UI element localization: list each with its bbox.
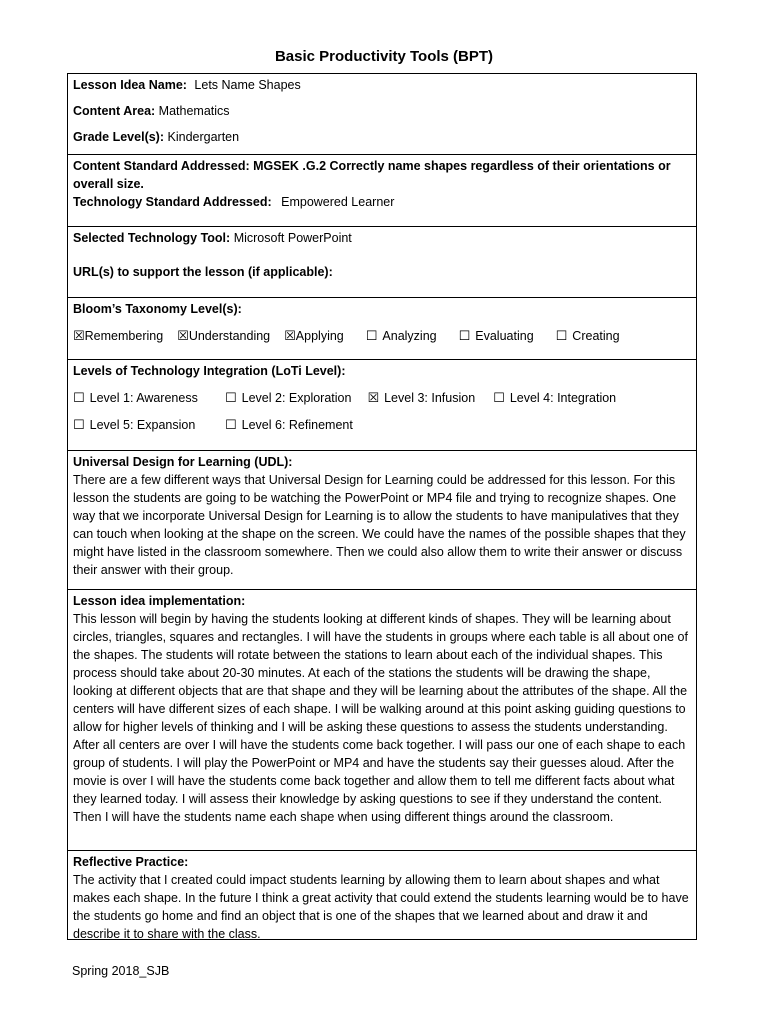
lesson-idea-row	[73, 76, 690, 94]
udl-label: Universal Design for Learning (UDL):	[73, 455, 293, 469]
checkbox-icon: ☐	[225, 390, 237, 405]
standards-section	[68, 155, 696, 227]
udl-text: There are a few different ways that Universal Design for Learning could be addressed for this lesson. For this lesson the students are going to be watching the PowerPoint or MP4 file and trying to recognize shapes. One way that we incorporate Universal Design for Learning is to allow the students to have manipulatives that they can touch when looking at the shape on the screen. We could have the names of the possible shapes that they might have listed in the classroom somewhere. Then we could also allow them to write their answer or discuss their answer with their group.	[73, 473, 686, 577]
content-area-row	[73, 102, 690, 120]
content-standard-value: MGSEK .G.2 Correctly name shapes regardless of their orientations or overall size.	[73, 159, 671, 191]
checked-box-icon: ☒	[367, 390, 380, 405]
checked-box-icon: ☒	[73, 328, 85, 343]
page-title: Basic Productivity Tools (BPT)	[274, 48, 494, 65]
url-label: URL(s) to support the lesson (if applicable):	[73, 265, 333, 279]
loti-options-row-2	[73, 416, 690, 434]
checked-box-icon: ☒	[284, 328, 296, 343]
reflective-section	[68, 851, 696, 939]
loti-options-row-1	[73, 389, 690, 407]
lesson-form	[67, 73, 697, 940]
lesson-info-section	[68, 74, 696, 155]
checkbox-icon: ☐	[493, 390, 505, 405]
loti-option-level-2[interactable]: ☐ Level 2: Exploration	[225, 390, 352, 405]
loti-label: Levels of Technology Integration (LoTi Level):	[73, 364, 346, 378]
checkbox-icon: ☐	[458, 328, 471, 343]
loti-option-level-4[interactable]: ☐ Level 4: Integration	[493, 390, 617, 405]
checkbox-icon: ☐	[365, 328, 378, 343]
tech-tool-row	[73, 229, 690, 247]
reflective-label: Reflective Practice:	[73, 855, 189, 869]
blooms-option-understanding[interactable]: ☒ Understanding	[177, 328, 271, 343]
blooms-label: Bloom’s Taxonomy Level(s):	[73, 302, 242, 316]
page-footer: Spring 2018_SJB	[72, 964, 170, 978]
tech-standard-label: Technology Standard Addressed:	[73, 195, 272, 209]
content-area-value: Mathematics	[158, 104, 230, 118]
checkbox-icon: ☐	[73, 417, 85, 432]
grade-label: Grade Level(s):	[73, 130, 165, 144]
tech-standard-row	[73, 193, 690, 211]
tech-tool-value: Microsoft PowerPoint	[233, 231, 352, 245]
implementation-paragraph: After all centers are over I will have the students come back together. I will pass our one of each shape to each group of students. I will play the PowerPoint or MP4 and have the students say their guesses aloud. After the movie is over I will have the students come back together and allow them to tell me different facts about what they learned today. I will assess their knowledge by asking questions to see if they understand the content. Then I will have the students name each shape when using different things around the classroom.	[73, 738, 686, 824]
content-standard-label: Content Standard Addressed:	[73, 159, 250, 173]
tech-standard-value: Empowered Learner	[281, 195, 395, 209]
implementation-section	[68, 590, 696, 851]
checkbox-icon: ☐	[73, 390, 85, 405]
udl-section	[68, 451, 696, 590]
loti-option-level-5[interactable]: ☐ Level 5: Expansion	[73, 417, 196, 432]
grade-value: Kindergarten	[167, 130, 240, 144]
loti-section	[68, 360, 696, 451]
blooms-option-evaluating[interactable]: ☐ Evaluating	[458, 328, 534, 343]
checked-box-icon: ☒	[177, 328, 189, 343]
content-standard-row	[73, 157, 690, 193]
reflective-text: The activity that I created could impact students learning by allowing them to learn about shapes and what makes each shape. In the future I think a great activity that could extend the students learning would be to have the students go home and find an object that is one of the shapes that we learned about and draw it and describe it to share with the class.	[73, 873, 689, 941]
lesson-idea-label: Lesson Idea Name:	[73, 78, 187, 92]
blooms-option-analyzing[interactable]: ☐ Analyzing	[365, 328, 437, 343]
tech-tool-section	[68, 227, 696, 298]
blooms-option-remembering[interactable]: ☒ Remembering	[73, 328, 164, 343]
checkbox-icon: ☐	[225, 417, 237, 432]
blooms-section	[68, 298, 696, 360]
loti-option-level-6[interactable]: ☐ Level 6: Refinement	[225, 417, 353, 432]
blooms-option-creating[interactable]: ☐ Creating	[555, 328, 620, 343]
implementation-paragraph: This lesson will begin by having the students looking at different kinds of shapes. They will be learning about circles, triangles, squares and rectangles. I will have the students in groups where each table is all about one of the shapes. The students will rotate between the stations to learn about each of the individual shapes. This process should take about 20-30 minutes. At each of the stations the students will be drawing the shape, looking at different objects that are that shape and they will be learning about the attributes of the shape. All the centers will have different sizes of each shape. I will be walking around at this point asking guiding questions to allow for higher levels of thinking and I will be asking these questions to assess the students understanding.	[73, 612, 688, 734]
grade-row	[73, 128, 690, 146]
implementation-label: Lesson idea implementation:	[73, 594, 246, 608]
checkbox-icon: ☐	[555, 328, 568, 343]
tech-tool-label: Selected Technology Tool:	[73, 231, 231, 245]
blooms-options	[73, 327, 690, 345]
lesson-idea-value: Lets Name Shapes	[194, 78, 301, 92]
content-area-label: Content Area:	[73, 104, 156, 118]
loti-option-level-3[interactable]: ☒ Level 3: Infusion	[367, 390, 476, 405]
blooms-option-applying[interactable]: ☒ Applying	[284, 328, 344, 343]
loti-option-level-1[interactable]: ☐ Level 1: Awareness	[73, 390, 198, 405]
